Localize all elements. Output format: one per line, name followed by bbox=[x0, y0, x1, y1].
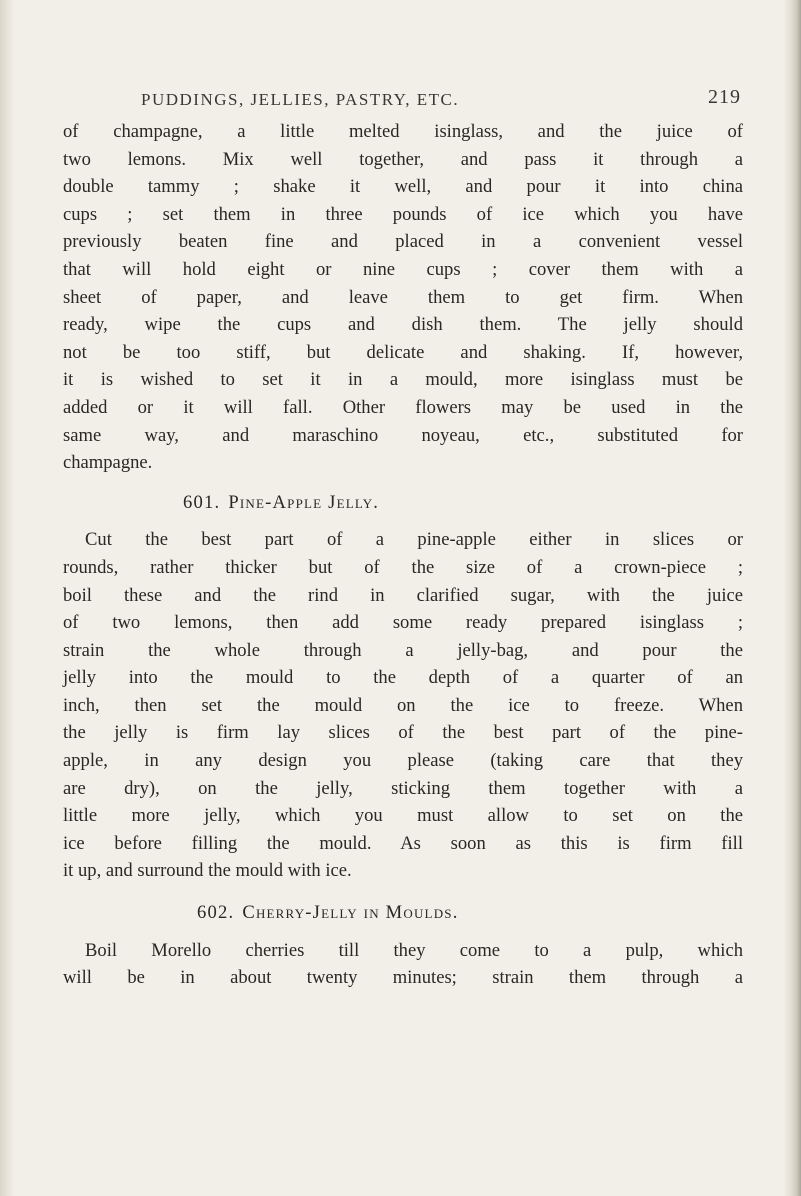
continued-paragraph bbox=[63, 118, 743, 477]
text-line: cups ; set them in three pounds of ice which you have bbox=[63, 203, 743, 225]
text-line: added or it will fall. Other flowers may be used in the bbox=[63, 396, 743, 418]
text-line: ready, wipe the cups and dish them. The jelly should bbox=[63, 314, 743, 336]
recipe-number: 601. bbox=[183, 491, 221, 513]
running-head bbox=[63, 84, 743, 118]
text-line: are dry), on the jelly, sticking them together with a bbox=[63, 777, 743, 799]
recipe-title: Cherry-Jelly in Moulds. bbox=[242, 902, 459, 924]
text-line: boil these and the rind in clarified sugar, with the juice bbox=[63, 584, 743, 606]
recipe-title: Pine-Apple Jelly. bbox=[228, 491, 380, 513]
text-line: the jelly is firm lay slices of the best part of the pine- bbox=[63, 722, 743, 744]
text-line: sheet of paper, and leave them to get firm. When bbox=[63, 286, 743, 308]
text-line: jelly into the mould to the depth of a quarter of an bbox=[63, 667, 743, 689]
text-line: previously beaten fine and placed in a convenient vessel bbox=[63, 231, 743, 253]
text-line: little more jelly, which you must allow to set on the bbox=[63, 805, 743, 827]
text-line: Cut the best part of a pine-apple either in slices or bbox=[85, 529, 743, 551]
page-binding-shadow bbox=[0, 0, 14, 1196]
running-title: PUDDINGS, JELLIES, PASTRY, ETC. bbox=[141, 90, 460, 109]
text-line: ice before filling the mould. As soon as this is firm fill bbox=[63, 832, 743, 854]
recipe-601-body bbox=[63, 526, 743, 885]
text-line: that will hold eight or nine cups ; cover them with a bbox=[63, 258, 743, 280]
text-line: double tammy ; shake it well, and pour it into china bbox=[63, 176, 743, 198]
text-line: of champagne, a little melted isinglass, and the juice of bbox=[63, 121, 743, 142]
text-line: of two lemons, then add some ready prepared isinglass ; bbox=[63, 612, 743, 634]
recipe-heading-601 bbox=[63, 489, 743, 517]
text-line: same way, and maraschino noyeau, etc., substituted for bbox=[63, 424, 743, 446]
page-edge-shadow bbox=[783, 0, 801, 1196]
book-page bbox=[63, 84, 743, 992]
text-line: it up, and surround the mould with ice. bbox=[63, 860, 352, 882]
text-line: apple, in any design you please (taking care that they bbox=[63, 750, 743, 772]
text-line: it is wished to set it in a mould, more isinglass must be bbox=[63, 369, 743, 391]
text-line: rounds, rather thicker but of the size of a crown-piece ; bbox=[63, 556, 743, 578]
text-line: two lemons. Mix well together, and pass it through a bbox=[63, 148, 743, 170]
recipe-heading-602 bbox=[63, 899, 743, 927]
text-line: inch, then set the mould on the ice to freeze. When bbox=[63, 694, 743, 716]
text-line: champagne. bbox=[63, 452, 153, 474]
recipe-602-body bbox=[63, 937, 743, 992]
recipe-number: 602. bbox=[197, 902, 235, 924]
text-line: will be in about twenty minutes; strain them through a bbox=[63, 967, 743, 989]
page-number: 219 bbox=[708, 86, 741, 108]
text-line: not be too stiff, but delicate and shaking. If, however, bbox=[63, 341, 743, 363]
text-line: Boil Morello cherries till they come to a pulp, which bbox=[85, 939, 743, 961]
text-line: strain the whole through a jelly-bag, and pour the bbox=[63, 639, 743, 661]
